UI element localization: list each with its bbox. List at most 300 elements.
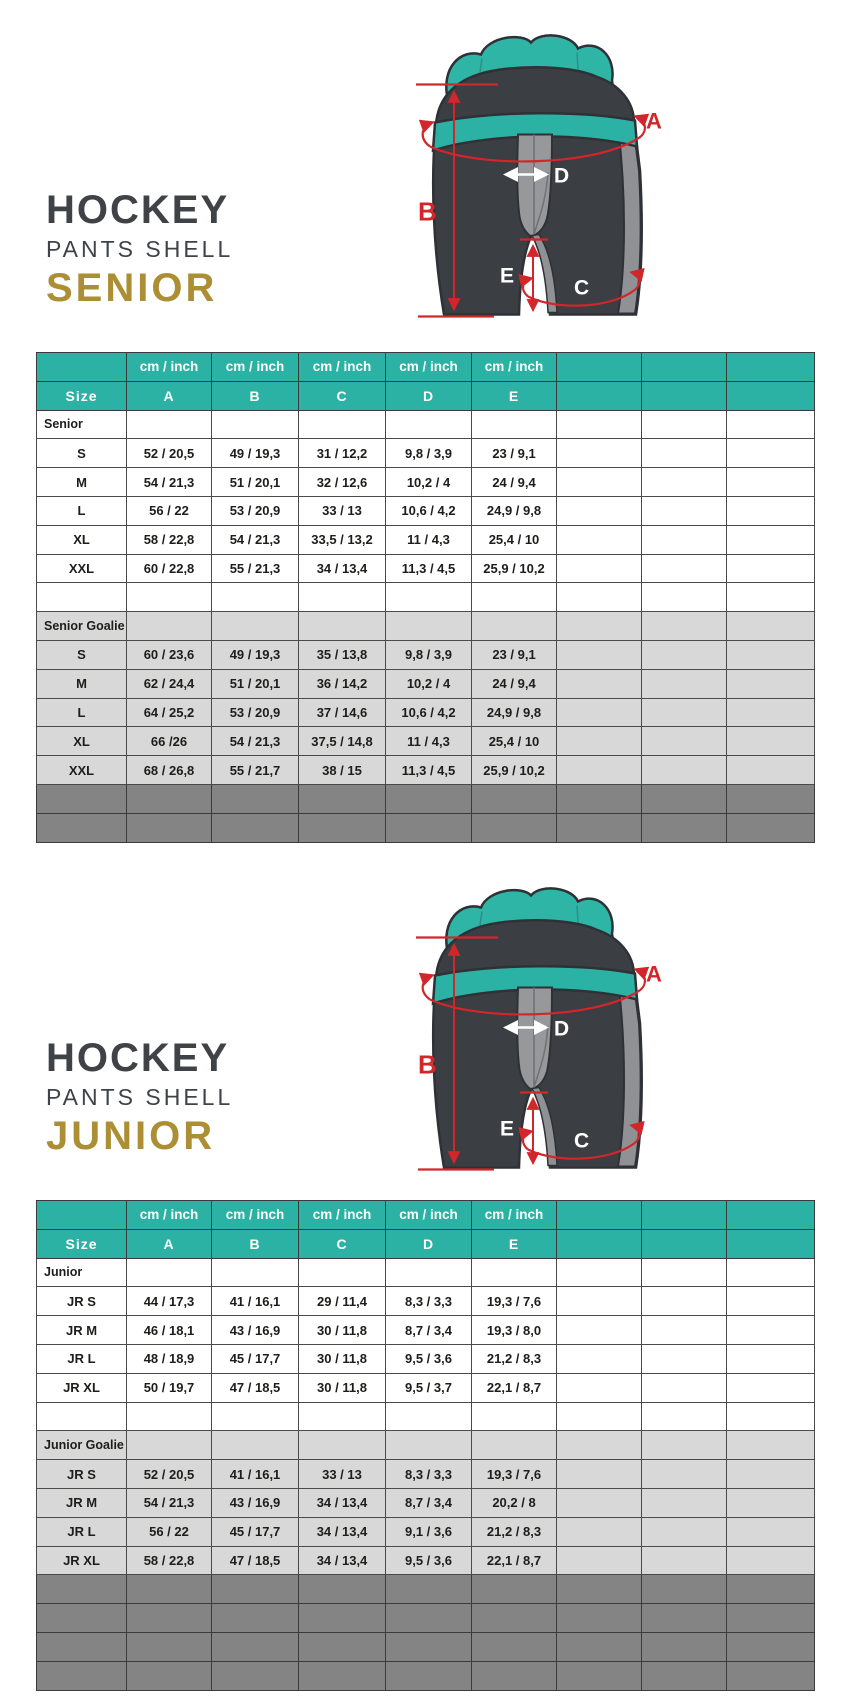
dark-cell bbox=[472, 1604, 557, 1633]
spacer-cell bbox=[212, 1402, 299, 1431]
size-cell: S bbox=[37, 640, 127, 669]
table-row bbox=[37, 612, 815, 641]
value-cell: 33 / 13 bbox=[299, 496, 386, 525]
value-cell: 55 / 21,3 bbox=[212, 554, 299, 583]
size-cell: JR L bbox=[37, 1517, 127, 1546]
dark-cell bbox=[127, 1632, 212, 1661]
size-cell: XL bbox=[37, 727, 127, 756]
dark-cell bbox=[299, 784, 386, 813]
value-cell: 53 / 20,9 bbox=[212, 698, 299, 727]
empty-cell bbox=[642, 1431, 727, 1460]
senior-title-block bbox=[46, 190, 233, 308]
junior-pants-illustration bbox=[378, 873, 678, 1178]
value-cell: 68 / 26,8 bbox=[127, 756, 212, 785]
spacer-cell bbox=[642, 583, 727, 612]
empty-cell bbox=[557, 1517, 642, 1546]
value-cell: 33,5 / 13,2 bbox=[299, 525, 386, 554]
dark-cell bbox=[727, 1661, 815, 1690]
unit-header-cell: cm / inch bbox=[127, 1201, 212, 1230]
empty-cell bbox=[727, 496, 815, 525]
value-cell: 21,2 / 8,3 bbox=[472, 1517, 557, 1546]
empty-cell bbox=[727, 554, 815, 583]
dark-cell bbox=[386, 813, 472, 842]
empty-cell bbox=[557, 1287, 642, 1316]
value-cell: 8,7 / 3,4 bbox=[386, 1316, 472, 1345]
measure-a-curl-left bbox=[423, 123, 432, 147]
dark-cell bbox=[727, 784, 815, 813]
empty-cell bbox=[727, 1460, 815, 1489]
empty-cell bbox=[386, 612, 472, 641]
value-cell: 8,3 / 3,3 bbox=[386, 1460, 472, 1489]
dark-cell bbox=[472, 1575, 557, 1604]
size-cell: M bbox=[37, 669, 127, 698]
value-cell: 11,3 / 4,5 bbox=[386, 756, 472, 785]
empty-cell bbox=[557, 1488, 642, 1517]
empty-cell bbox=[212, 410, 299, 439]
size-cell: JR S bbox=[37, 1287, 127, 1316]
value-cell: 11,3 / 4,5 bbox=[386, 554, 472, 583]
table-row bbox=[37, 439, 815, 468]
value-cell: 54 / 21,3 bbox=[212, 525, 299, 554]
measurement-label-b: B bbox=[418, 196, 437, 227]
spacer-cell bbox=[472, 583, 557, 612]
empty-cell bbox=[642, 410, 727, 439]
table-row bbox=[37, 1488, 815, 1517]
value-cell: 30 / 11,8 bbox=[299, 1373, 386, 1402]
senior-size-table bbox=[36, 352, 815, 843]
value-cell: 8,7 / 3,4 bbox=[386, 1488, 472, 1517]
empty-cell bbox=[642, 1546, 727, 1575]
empty-cell bbox=[557, 496, 642, 525]
value-cell: 52 / 20,5 bbox=[127, 1460, 212, 1489]
dark-cell bbox=[127, 1575, 212, 1604]
empty-cell bbox=[557, 1258, 642, 1287]
dark-cell bbox=[127, 813, 212, 842]
empty-cell bbox=[727, 756, 815, 785]
empty-cell bbox=[727, 525, 815, 554]
unit-header-cell: cm / inch bbox=[212, 1201, 299, 1230]
unit-header-cell: cm / inch bbox=[299, 1201, 386, 1230]
measurement-label-e: E bbox=[500, 264, 515, 288]
title-pants-shell: PANTS SHELL bbox=[46, 1084, 234, 1110]
empty-cell bbox=[727, 1344, 815, 1373]
value-cell: 58 / 22,8 bbox=[127, 1546, 212, 1575]
value-cell: 25,9 / 10,2 bbox=[472, 756, 557, 785]
unit-header-cell: cm / inch bbox=[472, 1201, 557, 1230]
dark-cell bbox=[727, 1604, 815, 1633]
value-cell: 54 / 21,3 bbox=[127, 1488, 212, 1517]
table-row bbox=[37, 554, 815, 583]
empty-cell bbox=[727, 612, 815, 641]
dark-cell bbox=[386, 1575, 472, 1604]
empty-cell bbox=[642, 554, 727, 583]
empty-cell bbox=[127, 1431, 212, 1460]
dark-cell bbox=[557, 1632, 642, 1661]
table-row bbox=[37, 496, 815, 525]
value-cell: 46 / 18,1 bbox=[127, 1316, 212, 1345]
empty-cell bbox=[727, 468, 815, 497]
table-row bbox=[37, 525, 815, 554]
size-cell: L bbox=[37, 496, 127, 525]
empty-cell bbox=[557, 640, 642, 669]
unit-header-cell bbox=[642, 1201, 727, 1230]
value-cell: 25,9 / 10,2 bbox=[472, 554, 557, 583]
empty-cell bbox=[727, 1546, 815, 1575]
size-cell: XXL bbox=[37, 756, 127, 785]
empty-cell bbox=[727, 1258, 815, 1287]
empty-cell bbox=[557, 1546, 642, 1575]
spacer-cell bbox=[642, 1402, 727, 1431]
empty-cell bbox=[727, 698, 815, 727]
measure-a-curl-left bbox=[423, 976, 432, 1000]
value-cell: 25,4 / 10 bbox=[472, 525, 557, 554]
empty-cell bbox=[642, 1344, 727, 1373]
value-cell: 53 / 20,9 bbox=[212, 496, 299, 525]
value-cell: 22,1 / 8,7 bbox=[472, 1373, 557, 1402]
column-header-cell: A bbox=[127, 381, 212, 410]
empty-cell bbox=[212, 1258, 299, 1287]
dark-cell bbox=[557, 1661, 642, 1690]
empty-cell bbox=[557, 410, 642, 439]
dark-cell bbox=[472, 1632, 557, 1661]
title-senior: SENIOR bbox=[46, 266, 218, 310]
empty-cell bbox=[472, 1258, 557, 1287]
empty-cell bbox=[557, 1431, 642, 1460]
value-cell: 9,8 / 3,9 bbox=[386, 640, 472, 669]
table-row bbox=[37, 669, 815, 698]
value-cell: 30 / 11,8 bbox=[299, 1344, 386, 1373]
size-cell: JR XL bbox=[37, 1546, 127, 1575]
value-cell: 24 / 9,4 bbox=[472, 669, 557, 698]
size-cell: JR M bbox=[37, 1488, 127, 1517]
dark-cell bbox=[642, 813, 727, 842]
empty-cell bbox=[299, 1258, 386, 1287]
empty-cell bbox=[212, 612, 299, 641]
value-cell: 24 / 9,4 bbox=[472, 468, 557, 497]
empty-cell bbox=[727, 640, 815, 669]
table-row bbox=[37, 756, 815, 785]
value-cell: 32 / 12,6 bbox=[299, 468, 386, 497]
table-row bbox=[37, 1258, 815, 1287]
value-cell: 44 / 17,3 bbox=[127, 1287, 212, 1316]
unit-header-cell bbox=[37, 353, 127, 382]
value-cell: 45 / 17,7 bbox=[212, 1344, 299, 1373]
value-cell: 22,1 / 8,7 bbox=[472, 1546, 557, 1575]
empty-cell bbox=[727, 727, 815, 756]
measure-c-curl-left bbox=[523, 1132, 531, 1150]
value-cell: 11 / 4,3 bbox=[386, 727, 472, 756]
dark-cell bbox=[642, 1604, 727, 1633]
senior-pants-illustration bbox=[378, 20, 678, 325]
value-cell: 64 / 25,2 bbox=[127, 698, 212, 727]
empty-cell bbox=[472, 612, 557, 641]
value-cell: 43 / 16,9 bbox=[212, 1316, 299, 1345]
empty-cell bbox=[642, 669, 727, 698]
value-cell: 60 / 23,6 bbox=[127, 640, 212, 669]
empty-cell bbox=[642, 468, 727, 497]
value-cell: 54 / 21,3 bbox=[127, 468, 212, 497]
unit-header-cell bbox=[557, 353, 642, 382]
empty-cell bbox=[557, 439, 642, 468]
empty-cell bbox=[557, 525, 642, 554]
size-cell: JR S bbox=[37, 1460, 127, 1489]
empty-cell bbox=[642, 496, 727, 525]
table-row bbox=[37, 813, 815, 842]
dark-cell bbox=[642, 784, 727, 813]
size-cell: JR XL bbox=[37, 1373, 127, 1402]
value-cell: 25,4 / 10 bbox=[472, 727, 557, 756]
measurement-label-b: B bbox=[418, 1049, 437, 1080]
table-row bbox=[37, 1575, 815, 1604]
value-cell: 9,1 / 3,6 bbox=[386, 1517, 472, 1546]
empty-cell bbox=[642, 525, 727, 554]
empty-cell bbox=[472, 410, 557, 439]
column-header-cell: D bbox=[386, 381, 472, 410]
value-cell: 66 /26 bbox=[127, 727, 212, 756]
table-row bbox=[37, 1632, 815, 1661]
empty-cell bbox=[299, 612, 386, 641]
unit-header-cell: cm / inch bbox=[212, 353, 299, 382]
value-cell: 51 / 20,1 bbox=[212, 468, 299, 497]
dark-cell bbox=[37, 784, 127, 813]
dark-cell bbox=[727, 1632, 815, 1661]
table-row bbox=[37, 1460, 815, 1489]
column-header-cell: E bbox=[472, 1229, 557, 1258]
empty-cell bbox=[127, 410, 212, 439]
dark-cell bbox=[642, 1661, 727, 1690]
value-cell: 41 / 16,1 bbox=[212, 1287, 299, 1316]
dark-cell bbox=[642, 1575, 727, 1604]
unit-header-cell bbox=[727, 1201, 815, 1230]
dark-cell bbox=[386, 1632, 472, 1661]
value-cell: 41 / 16,1 bbox=[212, 1460, 299, 1489]
table-row bbox=[37, 1402, 815, 1431]
value-cell: 47 / 18,5 bbox=[212, 1546, 299, 1575]
column-header-cell: B bbox=[212, 381, 299, 410]
table-row bbox=[37, 410, 815, 439]
measurement-label-c: C bbox=[574, 1129, 590, 1153]
column-header-cell: B bbox=[212, 1229, 299, 1258]
dark-cell bbox=[212, 1632, 299, 1661]
spacer-cell bbox=[127, 583, 212, 612]
empty-cell bbox=[557, 612, 642, 641]
title-hockey: HOCKEY bbox=[46, 188, 230, 232]
dark-cell bbox=[299, 813, 386, 842]
column-header-cell bbox=[557, 1229, 642, 1258]
empty-cell bbox=[127, 612, 212, 641]
empty-cell bbox=[727, 410, 815, 439]
column-header-cell: C bbox=[299, 1229, 386, 1258]
table-row bbox=[37, 784, 815, 813]
dark-cell bbox=[299, 1604, 386, 1633]
dark-cell bbox=[557, 1604, 642, 1633]
empty-cell bbox=[557, 727, 642, 756]
value-cell: 34 / 13,4 bbox=[299, 554, 386, 583]
empty-cell bbox=[642, 1373, 727, 1402]
value-cell: 43 / 16,9 bbox=[212, 1488, 299, 1517]
dark-cell bbox=[557, 1575, 642, 1604]
dark-cell bbox=[386, 1661, 472, 1690]
size-cell: S bbox=[37, 439, 127, 468]
value-cell: 34 / 13,4 bbox=[299, 1488, 386, 1517]
empty-cell bbox=[727, 1287, 815, 1316]
measurement-label-d: D bbox=[554, 1017, 570, 1041]
spacer-cell bbox=[386, 1402, 472, 1431]
title-hockey: HOCKEY bbox=[46, 1036, 230, 1080]
value-cell: 23 / 9,1 bbox=[472, 640, 557, 669]
value-cell: 47 / 18,5 bbox=[212, 1373, 299, 1402]
dark-cell bbox=[37, 1604, 127, 1633]
empty-cell bbox=[642, 1517, 727, 1546]
table-row bbox=[37, 468, 815, 497]
value-cell: 11 / 4,3 bbox=[386, 525, 472, 554]
spacer-cell bbox=[299, 1402, 386, 1431]
group-label-cell: Senior bbox=[37, 410, 127, 439]
value-cell: 56 / 22 bbox=[127, 1517, 212, 1546]
value-cell: 19,3 / 7,6 bbox=[472, 1460, 557, 1489]
empty-cell bbox=[557, 1344, 642, 1373]
empty-cell bbox=[557, 1460, 642, 1489]
table-row bbox=[37, 1517, 815, 1546]
empty-cell bbox=[212, 1431, 299, 1460]
column-header-cell bbox=[642, 381, 727, 410]
value-cell: 8,3 / 3,3 bbox=[386, 1287, 472, 1316]
dark-cell bbox=[127, 784, 212, 813]
unit-header-cell bbox=[37, 1201, 127, 1230]
value-cell: 52 / 20,5 bbox=[127, 439, 212, 468]
value-cell: 60 / 22,8 bbox=[127, 554, 212, 583]
dark-cell bbox=[299, 1632, 386, 1661]
column-header-cell: A bbox=[127, 1229, 212, 1258]
dark-cell bbox=[37, 1632, 127, 1661]
dark-cell bbox=[37, 1575, 127, 1604]
empty-cell bbox=[642, 1316, 727, 1345]
dark-cell bbox=[386, 784, 472, 813]
value-cell: 10,2 / 4 bbox=[386, 468, 472, 497]
dark-cell bbox=[557, 813, 642, 842]
unit-header-cell: cm / inch bbox=[386, 353, 472, 382]
dark-cell bbox=[472, 784, 557, 813]
empty-cell bbox=[127, 1258, 212, 1287]
dark-cell bbox=[557, 784, 642, 813]
value-cell: 30 / 11,8 bbox=[299, 1316, 386, 1345]
value-cell: 55 / 21,7 bbox=[212, 756, 299, 785]
group-label-cell: Junior bbox=[37, 1258, 127, 1287]
table-row bbox=[37, 727, 815, 756]
table-row bbox=[37, 640, 815, 669]
empty-cell bbox=[727, 669, 815, 698]
column-header-cell bbox=[727, 1229, 815, 1258]
value-cell: 45 / 17,7 bbox=[212, 1517, 299, 1546]
empty-cell bbox=[642, 439, 727, 468]
value-cell: 36 / 14,2 bbox=[299, 669, 386, 698]
table-row bbox=[37, 381, 815, 410]
empty-cell bbox=[472, 1431, 557, 1460]
value-cell: 33 / 13 bbox=[299, 1460, 386, 1489]
size-cell: XL bbox=[37, 525, 127, 554]
column-header-cell: Size bbox=[37, 381, 127, 410]
empty-cell bbox=[299, 1431, 386, 1460]
value-cell: 21,2 / 8,3 bbox=[472, 1344, 557, 1373]
empty-cell bbox=[557, 698, 642, 727]
spacer-cell bbox=[557, 1402, 642, 1431]
value-cell: 10,2 / 4 bbox=[386, 669, 472, 698]
value-cell: 37 / 14,6 bbox=[299, 698, 386, 727]
value-cell: 49 / 19,3 bbox=[212, 640, 299, 669]
dark-cell bbox=[472, 1661, 557, 1690]
dark-cell bbox=[212, 1575, 299, 1604]
table-row bbox=[37, 1316, 815, 1345]
empty-cell bbox=[642, 727, 727, 756]
table-row bbox=[37, 1661, 815, 1690]
empty-cell bbox=[386, 410, 472, 439]
group-label-cell: Junior Goalie bbox=[37, 1431, 127, 1460]
unit-header-cell: cm / inch bbox=[386, 1201, 472, 1230]
empty-cell bbox=[557, 756, 642, 785]
size-cell: M bbox=[37, 468, 127, 497]
table-row bbox=[37, 1201, 815, 1230]
empty-cell bbox=[642, 640, 727, 669]
empty-cell bbox=[557, 554, 642, 583]
column-header-cell bbox=[727, 381, 815, 410]
spacer-cell bbox=[37, 1402, 127, 1431]
value-cell: 19,3 / 7,6 bbox=[472, 1287, 557, 1316]
table-row bbox=[37, 1546, 815, 1575]
table-row bbox=[37, 1373, 815, 1402]
value-cell: 56 / 22 bbox=[127, 496, 212, 525]
value-cell: 9,5 / 3,6 bbox=[386, 1344, 472, 1373]
empty-cell bbox=[727, 1373, 815, 1402]
empty-cell bbox=[557, 468, 642, 497]
value-cell: 20,2 / 8 bbox=[472, 1488, 557, 1517]
size-cell: XXL bbox=[37, 554, 127, 583]
measurement-label-a: A bbox=[646, 108, 662, 134]
table-row bbox=[37, 583, 815, 612]
empty-cell bbox=[557, 1373, 642, 1402]
dark-cell bbox=[472, 813, 557, 842]
empty-cell bbox=[386, 1431, 472, 1460]
column-header-cell: Size bbox=[37, 1229, 127, 1258]
dark-cell bbox=[212, 1604, 299, 1633]
dark-cell bbox=[727, 813, 815, 842]
value-cell: 34 / 13,4 bbox=[299, 1546, 386, 1575]
value-cell: 34 / 13,4 bbox=[299, 1517, 386, 1546]
spacer-cell bbox=[727, 583, 815, 612]
empty-cell bbox=[642, 1488, 727, 1517]
title-junior: JUNIOR bbox=[46, 1114, 216, 1158]
column-header-cell: E bbox=[472, 381, 557, 410]
unit-header-cell bbox=[642, 353, 727, 382]
spacer-cell bbox=[127, 1402, 212, 1431]
measurement-label-c: C bbox=[574, 276, 590, 300]
column-header-cell: D bbox=[386, 1229, 472, 1258]
table-row bbox=[37, 698, 815, 727]
value-cell: 51 / 20,1 bbox=[212, 669, 299, 698]
empty-cell bbox=[727, 1488, 815, 1517]
measurement-label-e: E bbox=[500, 1117, 515, 1141]
junior-title-block bbox=[46, 1038, 233, 1156]
unit-header-cell: cm / inch bbox=[127, 353, 212, 382]
measure-c-curl-left bbox=[523, 279, 531, 297]
unit-header-cell: cm / inch bbox=[299, 353, 386, 382]
value-cell: 48 / 18,9 bbox=[127, 1344, 212, 1373]
dark-cell bbox=[299, 1575, 386, 1604]
spacer-cell bbox=[299, 583, 386, 612]
size-cell: JR M bbox=[37, 1316, 127, 1345]
group-label-cell: Senior Goalie bbox=[37, 612, 127, 641]
size-cell: JR L bbox=[37, 1344, 127, 1373]
empty-cell bbox=[557, 669, 642, 698]
